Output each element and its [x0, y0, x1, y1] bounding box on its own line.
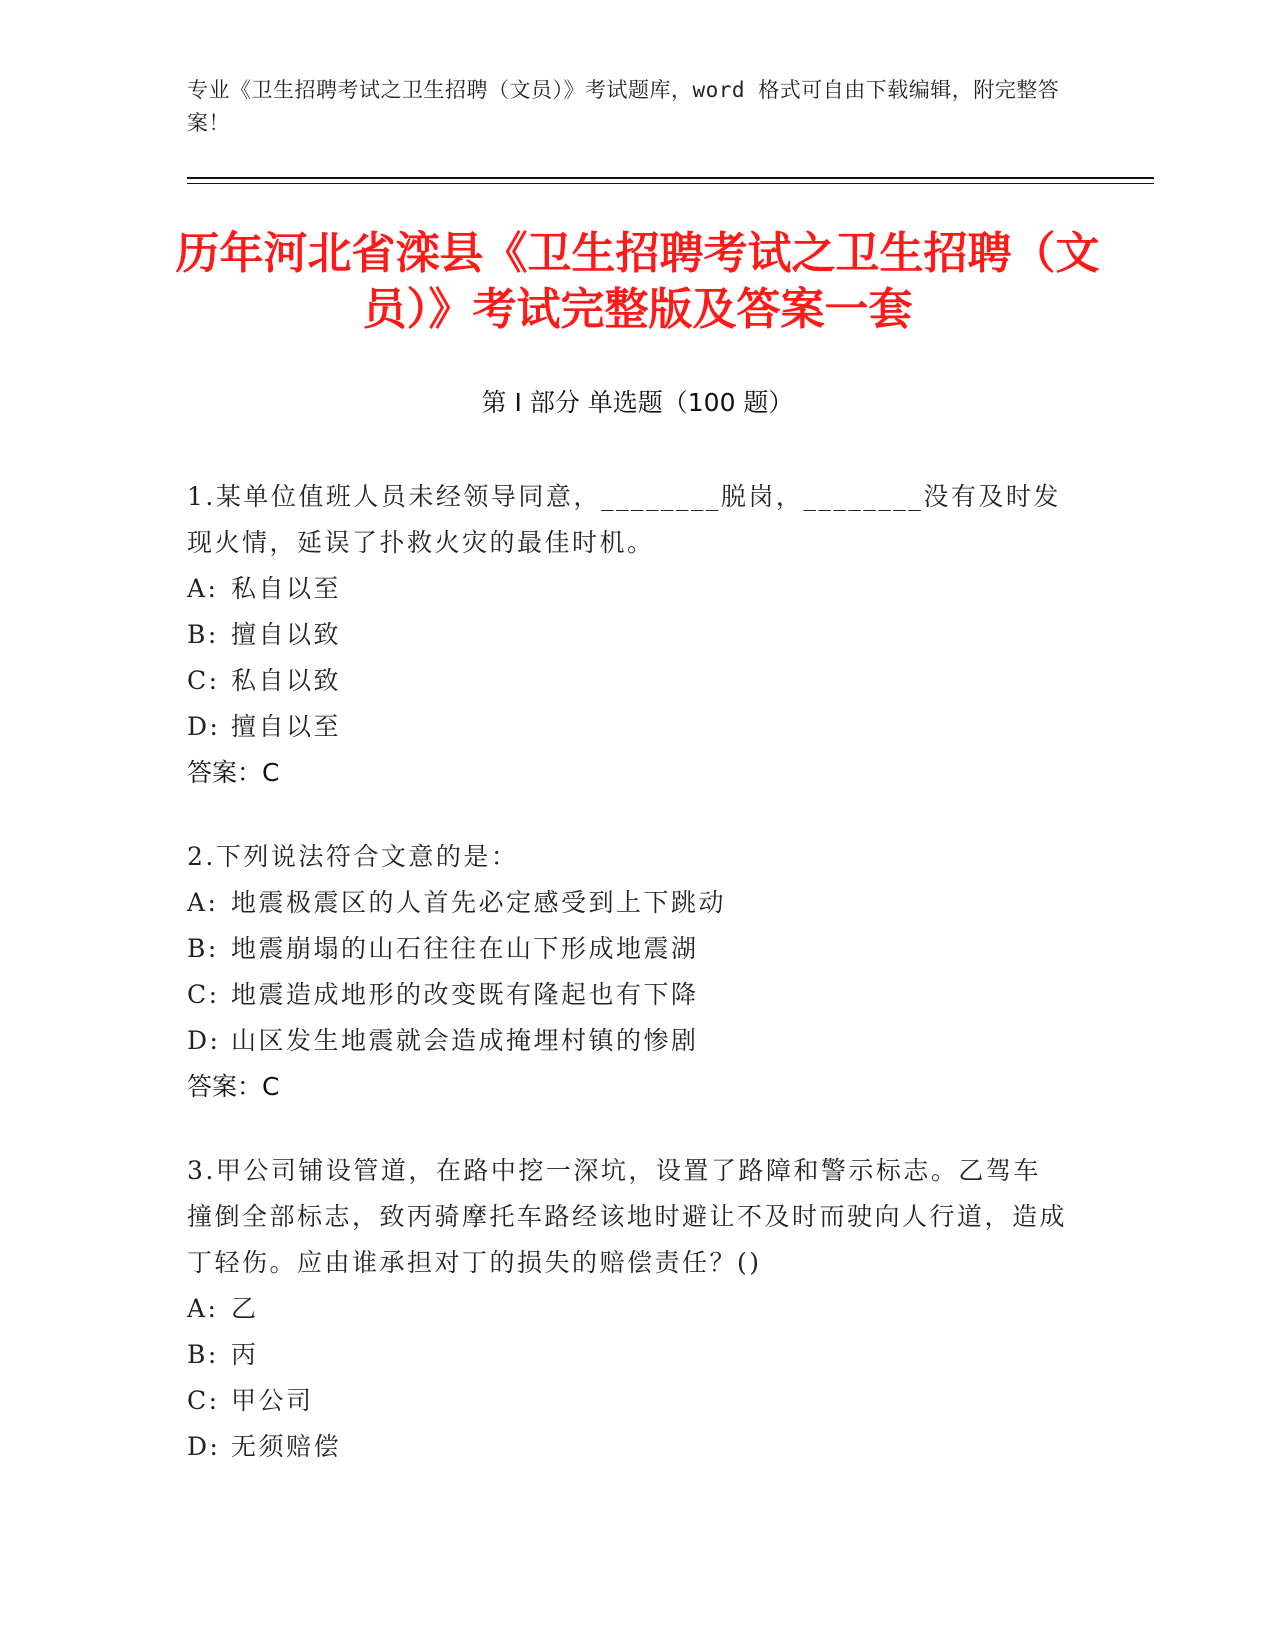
option-letter: A:	[187, 574, 219, 603]
question-list	[187, 474, 1067, 1508]
option-letter: C:	[187, 980, 220, 1009]
option-text: 擅自以至	[231, 712, 342, 741]
option-text: 地震造成地形的改变既有隆起也有下降	[231, 980, 699, 1009]
option-a	[187, 566, 1067, 612]
header-divider-thin	[187, 183, 1154, 184]
option-letter: B:	[187, 620, 219, 649]
option-d	[187, 1424, 1067, 1470]
option-text: 丙	[231, 1340, 259, 1369]
question-2	[187, 834, 1067, 1110]
option-letter: C:	[187, 666, 220, 695]
question-1	[187, 474, 1067, 796]
option-b	[187, 612, 1067, 658]
option-letter: B:	[187, 934, 219, 963]
option-letter: C:	[187, 1386, 220, 1415]
option-a	[187, 880, 1067, 926]
option-text: 甲公司	[231, 1386, 314, 1415]
option-text: 乙	[231, 1294, 259, 1323]
option-a	[187, 1286, 1067, 1332]
option-c	[187, 972, 1067, 1018]
question-stem: 2.下列说法符合文意的是：	[187, 842, 519, 871]
option-c	[187, 658, 1067, 704]
question-stem: 1.某单位值班人员未经领导同意，________脱岗，________没有及时发现火情，延误了扑救火灾的最佳时机。	[187, 482, 1061, 557]
question-3	[187, 1148, 1067, 1470]
option-text: 无须赔偿	[231, 1432, 342, 1461]
option-d	[187, 704, 1067, 750]
option-b	[187, 926, 1067, 972]
option-text: 山区发生地震就会造成掩埋村镇的惨剧	[231, 1026, 699, 1055]
option-c	[187, 1378, 1067, 1424]
option-letter: D:	[187, 1432, 221, 1461]
header-divider-thick	[187, 177, 1154, 179]
option-text: 地震崩塌的山石往往在山下形成地震湖	[231, 934, 699, 963]
answer-line: 答案：C	[187, 758, 280, 787]
option-letter: D:	[187, 1026, 221, 1055]
option-text: 私自以致	[231, 666, 342, 695]
option-b	[187, 1332, 1067, 1378]
document-title: 历年河北省滦县《卫生招聘考试之卫生招聘（文员）》考试完整版及答案一套	[175, 228, 1100, 335]
section-heading: 第 I 部分 单选题（100 题）	[481, 388, 794, 417]
answer-line: 答案：C	[187, 1072, 280, 1101]
option-letter: B:	[187, 1340, 219, 1369]
option-text: 擅自以致	[231, 620, 342, 649]
header-note: 专业《卫生招聘考试之卫生招聘（文员）》考试题库，word 格式可自由下载编辑，附完整答案！	[187, 78, 1060, 135]
option-d	[187, 1018, 1067, 1064]
option-text: 私自以至	[231, 574, 342, 603]
option-letter: A:	[187, 1294, 219, 1323]
question-stem: 3.甲公司铺设管道，在路中挖一深坑，设置了路障和警示标志。乙驾车撞倒全部标志，致丙骑摩托车路经该地时避让不及时而驶向人行道，造成丁轻伤。应由谁承担对丁的损失的赔偿责任？()	[187, 1156, 1068, 1277]
option-letter: D:	[187, 712, 221, 741]
option-letter: A:	[187, 888, 219, 917]
option-text: 地震极震区的人首先必定感受到上下跳动	[231, 888, 727, 917]
